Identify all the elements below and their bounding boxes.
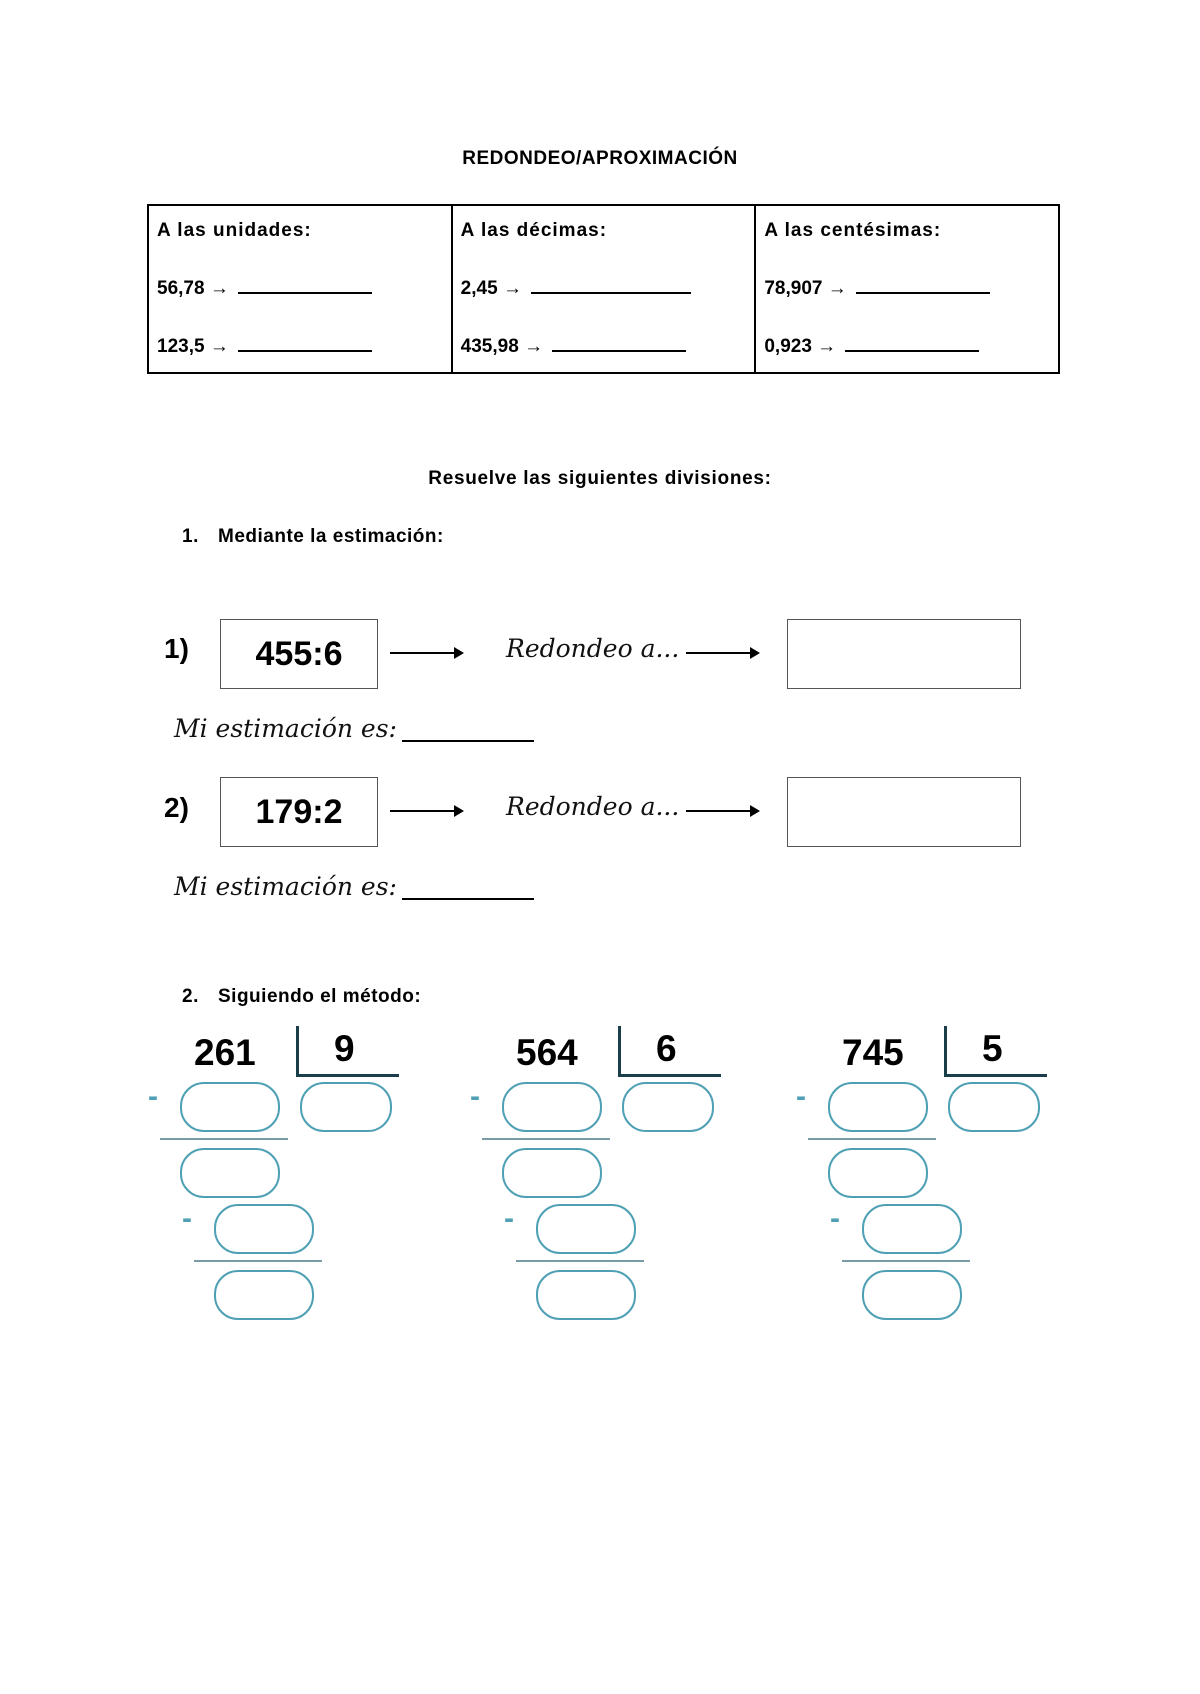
arrow-icon: → [209,336,229,357]
subtraction-line [516,1260,644,1262]
remainder-oval[interactable] [536,1270,636,1320]
division-box: 179:2 [220,777,378,847]
instructions: Resuelve las siguientes divisiones: [428,468,772,489]
rounding-value: 78,907 [764,278,823,299]
estimate-label: Mi estimación es: [174,714,397,743]
rounding-item [157,336,451,394]
long-division [470,1024,760,1324]
rounding-column-units [149,206,453,372]
answer-oval[interactable] [502,1082,602,1132]
answer-oval[interactable] [828,1082,928,1132]
arrow-icon: → [827,278,847,299]
arrow-icon: → [209,278,229,299]
round-to-label: Redondeo a... [506,634,680,663]
rounding-value: 123,5 [157,336,205,357]
arrow-icon: → [524,336,544,357]
subtraction-line [842,1260,970,1262]
section-1-heading [182,526,444,548]
rounding-value: 2,45 [460,278,498,299]
remainder-oval[interactable] [214,1270,314,1320]
subtraction-line [160,1138,288,1140]
answer-oval[interactable] [828,1148,928,1198]
estimate-label: Mi estimación es: [174,872,397,901]
rounded-result-box[interactable] [787,777,1021,847]
rounded-result-box[interactable] [787,619,1021,689]
arrow-right-icon [686,810,758,812]
column-header: A las unidades: [157,220,312,241]
dividend: 745 [842,1032,904,1073]
column-header: A las centésimas: [764,220,942,241]
rounding-value: 435,98 [460,336,519,357]
arrow-icon: → [502,278,522,299]
rounding-value: 56,78 [157,278,205,299]
column-header: A las décimas: [460,220,608,241]
rounding-item [764,336,1058,394]
minus-sign: - [470,1080,480,1113]
arrow-right-icon [390,652,462,654]
section-number: 1. [182,526,199,547]
answer-oval[interactable] [536,1204,636,1254]
subtraction-line [194,1260,322,1262]
rounding-table [147,204,1060,374]
subtraction-line [482,1138,610,1140]
rounding-column-hundredths [756,206,1058,372]
answer-blank[interactable] [845,336,979,352]
subtraction-line [808,1138,936,1140]
remainder-oval[interactable] [862,1270,962,1320]
exercise-label: 2) [164,792,189,823]
rounding-item [764,278,1058,336]
answer-blank[interactable] [238,336,372,352]
quotient-oval[interactable] [300,1082,392,1132]
answer-blank[interactable] [531,278,691,294]
answer-oval[interactable] [180,1082,280,1132]
arrow-right-icon [686,652,758,654]
estimate-answer-line[interactable] [402,740,534,742]
answer-blank[interactable] [238,278,372,294]
minus-sign: - [796,1080,806,1113]
quotient-oval[interactable] [948,1082,1040,1132]
answer-blank[interactable] [856,278,990,294]
quotient-oval[interactable] [622,1082,714,1132]
dividend: 564 [516,1032,578,1073]
page-title: REDONDEO/APROXIMACIÓN [462,148,738,169]
minus-sign: - [182,1202,192,1235]
rounding-item [157,278,451,336]
dividend: 261 [194,1032,256,1073]
round-to-label: Redondeo a... [506,792,680,821]
section-label: Mediante la estimación: [218,526,444,547]
minus-sign: - [504,1202,514,1235]
long-division [796,1024,1086,1324]
division-box: 455:6 [220,619,378,689]
section-label: Siguiendo el método: [218,986,422,1007]
divisor: 6 [656,1028,677,1069]
arrow-icon: → [817,336,837,357]
long-division [148,1024,438,1324]
answer-oval[interactable] [862,1204,962,1254]
divisor: 9 [334,1028,355,1069]
answer-blank[interactable] [552,336,686,352]
section-2-heading [182,986,421,1008]
divisor: 5 [982,1028,1003,1069]
rounding-item [461,278,755,336]
rounding-column-tenths [453,206,757,372]
exercise-label: 1) [164,633,189,664]
answer-oval[interactable] [502,1148,602,1198]
minus-sign: - [148,1080,158,1113]
arrow-right-icon [390,810,462,812]
section-number: 2. [182,986,199,1007]
estimate-answer-line[interactable] [402,898,534,900]
answer-oval[interactable] [214,1204,314,1254]
answer-oval[interactable] [180,1148,280,1198]
rounding-value: 0,923 [764,336,812,357]
rounding-item [461,336,755,394]
minus-sign: - [830,1202,840,1235]
